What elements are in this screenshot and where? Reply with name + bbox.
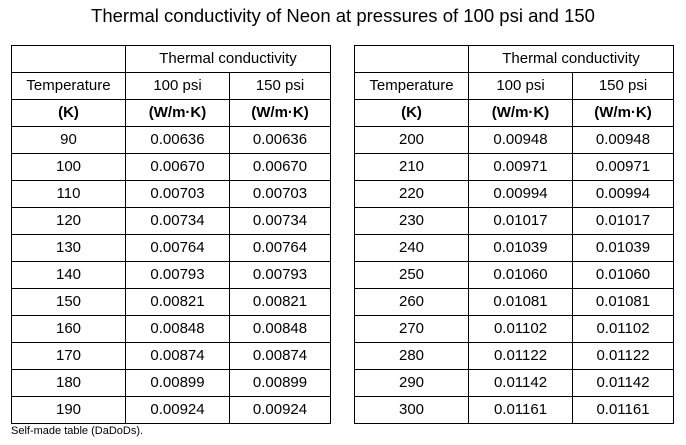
temperature-cell: 90 bbox=[12, 127, 126, 154]
page-title: Thermal conductivity of Neon at pressures of 100 psi and 150 bbox=[91, 5, 595, 26]
conductivity-100-psi-cell: 0.00874 bbox=[126, 343, 230, 370]
conductivity-100-psi-cell: 0.00793 bbox=[126, 262, 230, 289]
conductivity-100-psi-cell: 0.01142 bbox=[469, 370, 573, 397]
unit-temperature: (K) bbox=[12, 100, 126, 127]
table-row bbox=[12, 262, 331, 289]
conductivity-100-psi-cell: 0.00636 bbox=[126, 127, 230, 154]
temperature-cell: 240 bbox=[355, 235, 469, 262]
header-group-row bbox=[355, 46, 674, 73]
conductivity-150-psi-cell: 0.00948 bbox=[573, 127, 674, 154]
unit-100-psi: (W/m·K) bbox=[469, 100, 573, 127]
table-row bbox=[12, 181, 331, 208]
conductivity-100-psi-cell: 0.00734 bbox=[126, 208, 230, 235]
conductivity-100-psi-cell: 0.01102 bbox=[469, 316, 573, 343]
conductivity-100-psi-cell: 0.00994 bbox=[469, 181, 573, 208]
conductivity-150-psi-cell: 0.01017 bbox=[573, 208, 674, 235]
conductivity-100-psi-cell: 0.01122 bbox=[469, 343, 573, 370]
table-row bbox=[12, 154, 331, 181]
table-row bbox=[355, 262, 674, 289]
table-row bbox=[12, 127, 331, 154]
temperature-cell: 200 bbox=[355, 127, 469, 154]
conductivity-150-psi-cell: 0.00971 bbox=[573, 154, 674, 181]
unit-150-psi: (W/m·K) bbox=[573, 100, 674, 127]
temperature-cell: 120 bbox=[12, 208, 126, 235]
conductivity-100-psi-cell: 0.01161 bbox=[469, 397, 573, 424]
temperature-cell: 140 bbox=[12, 262, 126, 289]
table-row bbox=[12, 208, 331, 235]
conductivity-100-psi-cell: 0.01017 bbox=[469, 208, 573, 235]
header-temperature: Temperature bbox=[355, 73, 469, 100]
conductivity-100-psi-cell: 0.01081 bbox=[469, 289, 573, 316]
table-row bbox=[12, 370, 331, 397]
conductivity-150-psi-cell: 0.01161 bbox=[573, 397, 674, 424]
conductivity-100-psi-cell: 0.00948 bbox=[469, 127, 573, 154]
header-150-psi: 150 psi bbox=[573, 73, 674, 100]
conductivity-150-psi-cell: 0.00764 bbox=[230, 235, 331, 262]
header-group-label: Thermal conductivity bbox=[126, 46, 331, 73]
table-row bbox=[12, 316, 331, 343]
temperature-cell: 170 bbox=[12, 343, 126, 370]
temperature-cell: 130 bbox=[12, 235, 126, 262]
temperature-cell: 220 bbox=[355, 181, 469, 208]
unit-temperature: (K) bbox=[355, 100, 469, 127]
conductivity-100-psi-cell: 0.01039 bbox=[469, 235, 573, 262]
temperature-cell: 290 bbox=[355, 370, 469, 397]
header-150-psi: 150 psi bbox=[230, 73, 331, 100]
conductivity-100-psi-cell: 0.00924 bbox=[126, 397, 230, 424]
conductivity-150-psi-cell: 0.01142 bbox=[573, 370, 674, 397]
header-temperature: Temperature bbox=[12, 73, 126, 100]
conductivity-150-psi-cell: 0.00703 bbox=[230, 181, 331, 208]
conductivity-150-psi-cell: 0.01060 bbox=[573, 262, 674, 289]
header-100-psi: 100 psi bbox=[126, 73, 230, 100]
header-blank-cell bbox=[12, 46, 126, 73]
temperature-cell: 110 bbox=[12, 181, 126, 208]
table-row bbox=[355, 343, 674, 370]
table-row bbox=[12, 289, 331, 316]
temperature-cell: 100 bbox=[12, 154, 126, 181]
table-row bbox=[355, 154, 674, 181]
conductivity-100-psi-cell: 0.00670 bbox=[126, 154, 230, 181]
conductivity-100-psi-cell: 0.01060 bbox=[469, 262, 573, 289]
temperature-cell: 180 bbox=[12, 370, 126, 397]
conductivity-150-psi-cell: 0.00821 bbox=[230, 289, 331, 316]
table-left bbox=[11, 45, 331, 424]
temperature-cell: 230 bbox=[355, 208, 469, 235]
table-row bbox=[355, 208, 674, 235]
conductivity-100-psi-cell: 0.00899 bbox=[126, 370, 230, 397]
conductivity-150-psi-cell: 0.00899 bbox=[230, 370, 331, 397]
header-100-psi: 100 psi bbox=[469, 73, 573, 100]
conductivity-150-psi-cell: 0.00636 bbox=[230, 127, 331, 154]
header-blank-cell bbox=[355, 46, 469, 73]
conductivity-150-psi-cell: 0.01039 bbox=[573, 235, 674, 262]
temperature-cell: 280 bbox=[355, 343, 469, 370]
temperature-cell: 160 bbox=[12, 316, 126, 343]
temperature-cell: 260 bbox=[355, 289, 469, 316]
conductivity-150-psi-cell: 0.00793 bbox=[230, 262, 331, 289]
unit-150-psi: (W/m·K) bbox=[230, 100, 331, 127]
unit-100-psi: (W/m·K) bbox=[126, 100, 230, 127]
table-row bbox=[355, 316, 674, 343]
table-row bbox=[12, 397, 331, 424]
header-units-row bbox=[355, 100, 674, 127]
conductivity-150-psi-cell: 0.00734 bbox=[230, 208, 331, 235]
table-row bbox=[355, 181, 674, 208]
conductivity-100-psi-cell: 0.00821 bbox=[126, 289, 230, 316]
table-row bbox=[355, 235, 674, 262]
conductivity-100-psi-cell: 0.00848 bbox=[126, 316, 230, 343]
temperature-cell: 210 bbox=[355, 154, 469, 181]
table-row bbox=[355, 127, 674, 154]
table-row bbox=[12, 343, 331, 370]
conductivity-150-psi-cell: 0.00874 bbox=[230, 343, 331, 370]
table-row bbox=[12, 235, 331, 262]
header-group-label: Thermal conductivity bbox=[469, 46, 674, 73]
table-right bbox=[354, 45, 674, 424]
conductivity-100-psi-cell: 0.00764 bbox=[126, 235, 230, 262]
temperature-cell: 250 bbox=[355, 262, 469, 289]
conductivity-150-psi-cell: 0.00924 bbox=[230, 397, 331, 424]
conductivity-150-psi-cell: 0.00848 bbox=[230, 316, 331, 343]
header-columns-row bbox=[12, 73, 331, 100]
conductivity-150-psi-cell: 0.01122 bbox=[573, 343, 674, 370]
table-row bbox=[355, 397, 674, 424]
conductivity-150-psi-cell: 0.01102 bbox=[573, 316, 674, 343]
conductivity-150-psi-cell: 0.00994 bbox=[573, 181, 674, 208]
header-units-row bbox=[12, 100, 331, 127]
header-columns-row bbox=[355, 73, 674, 100]
source-caption: Self-made table (DaDoDs). bbox=[11, 425, 144, 437]
table-row bbox=[355, 370, 674, 397]
header-group-row bbox=[12, 46, 331, 73]
table-row bbox=[355, 289, 674, 316]
temperature-cell: 150 bbox=[12, 289, 126, 316]
temperature-cell: 300 bbox=[355, 397, 469, 424]
conductivity-100-psi-cell: 0.00971 bbox=[469, 154, 573, 181]
temperature-cell: 190 bbox=[12, 397, 126, 424]
conductivity-150-psi-cell: 0.01081 bbox=[573, 289, 674, 316]
conductivity-100-psi-cell: 0.00703 bbox=[126, 181, 230, 208]
conductivity-150-psi-cell: 0.00670 bbox=[230, 154, 331, 181]
temperature-cell: 270 bbox=[355, 316, 469, 343]
